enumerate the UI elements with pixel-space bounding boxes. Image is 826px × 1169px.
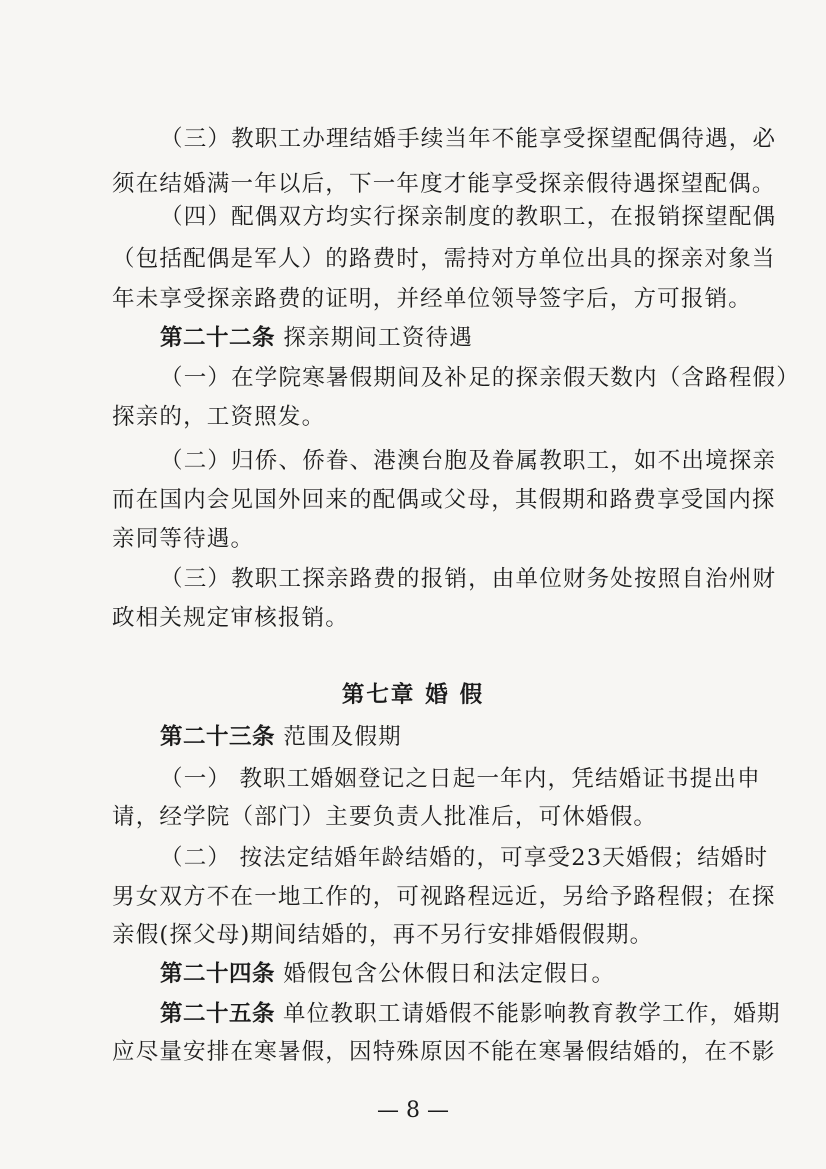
paragraph-line: （二） 按法定结婚年龄结婚的，可享受23天婚假；结婚时: [160, 845, 769, 871]
paragraph-line: 探亲的，工资照发。: [112, 404, 326, 430]
paragraph-line: 年未享受探亲路费的证明，并经单位领导签字后，方可报销。: [112, 286, 752, 312]
article-text: 婚假包含公休假日和法定假日。: [283, 961, 616, 987]
paragraph-line: （三）教职工探亲路费的报销，由单位财务处按照自治州财: [160, 566, 777, 592]
paragraph-line: 政相关规定审核报销。: [112, 605, 350, 631]
paragraph-line: 应尽量安排在寒暑假，因特殊原因不能在寒暑假结婚的，在不影: [112, 1039, 776, 1065]
paragraph-line: （二）归侨、侨眷、港澳台胞及眷属教职工，如不出境探亲: [160, 448, 777, 474]
paragraph-line: （包括配偶是军人）的路费时，需持对方单位出具的探亲对象当: [112, 246, 776, 272]
paragraph-line: （四）配偶双方均实行探亲制度的教职工，在报销探望配偶: [160, 204, 777, 230]
page-number: — 8 —: [377, 1098, 449, 1123]
paragraph-line: 请，经学院（部门）主要负责人批准后，可休婚假。: [112, 804, 658, 830]
article-title: 第二十三条: [160, 724, 276, 750]
paragraph-line: （三）教职工办理结婚手续当年不能享受探望配偶待遇，必: [160, 126, 777, 152]
paragraph-line: （一） 教职工婚姻登记之日起一年内，凭结婚证书提出申: [160, 766, 761, 792]
article-title: 第二十二条: [160, 325, 276, 351]
paragraph-line: （一）在学院寒暑假期间及补足的探亲假天数内（含路程假）: [160, 365, 800, 391]
paragraph-line: 而在国内会见国外回来的配偶或父母，其假期和路费享受国内探: [112, 487, 776, 513]
chapter-title: 第七章 婚 假: [341, 682, 485, 708]
paragraph-line: 亲同等待遇。: [112, 526, 255, 552]
article-title: 第二十五条: [160, 1001, 276, 1027]
paragraph-line: 须在结婚满一年以后，下一年度才能享受探亲假待遇探望配偶。: [112, 171, 776, 197]
article-25: [160, 999, 781, 1029]
paragraph-line: 男女双方不在一地工作的，可视路程远近，另给予路程假；在探: [112, 884, 776, 910]
article-24: [160, 959, 752, 989]
article-heading: 探亲期间工资待遇: [283, 325, 473, 351]
article-23: [160, 722, 752, 752]
article-heading: 范围及假期: [283, 724, 402, 750]
article-22: [160, 323, 752, 353]
article-title: 第二十四条: [160, 961, 276, 987]
article-text: 单位教职工请婚假不能影响教育教学工作，婚期: [283, 1001, 781, 1027]
paragraph-line: 亲假(探父母)期间结婚的，再不另行安排婚假假期。: [112, 922, 654, 948]
